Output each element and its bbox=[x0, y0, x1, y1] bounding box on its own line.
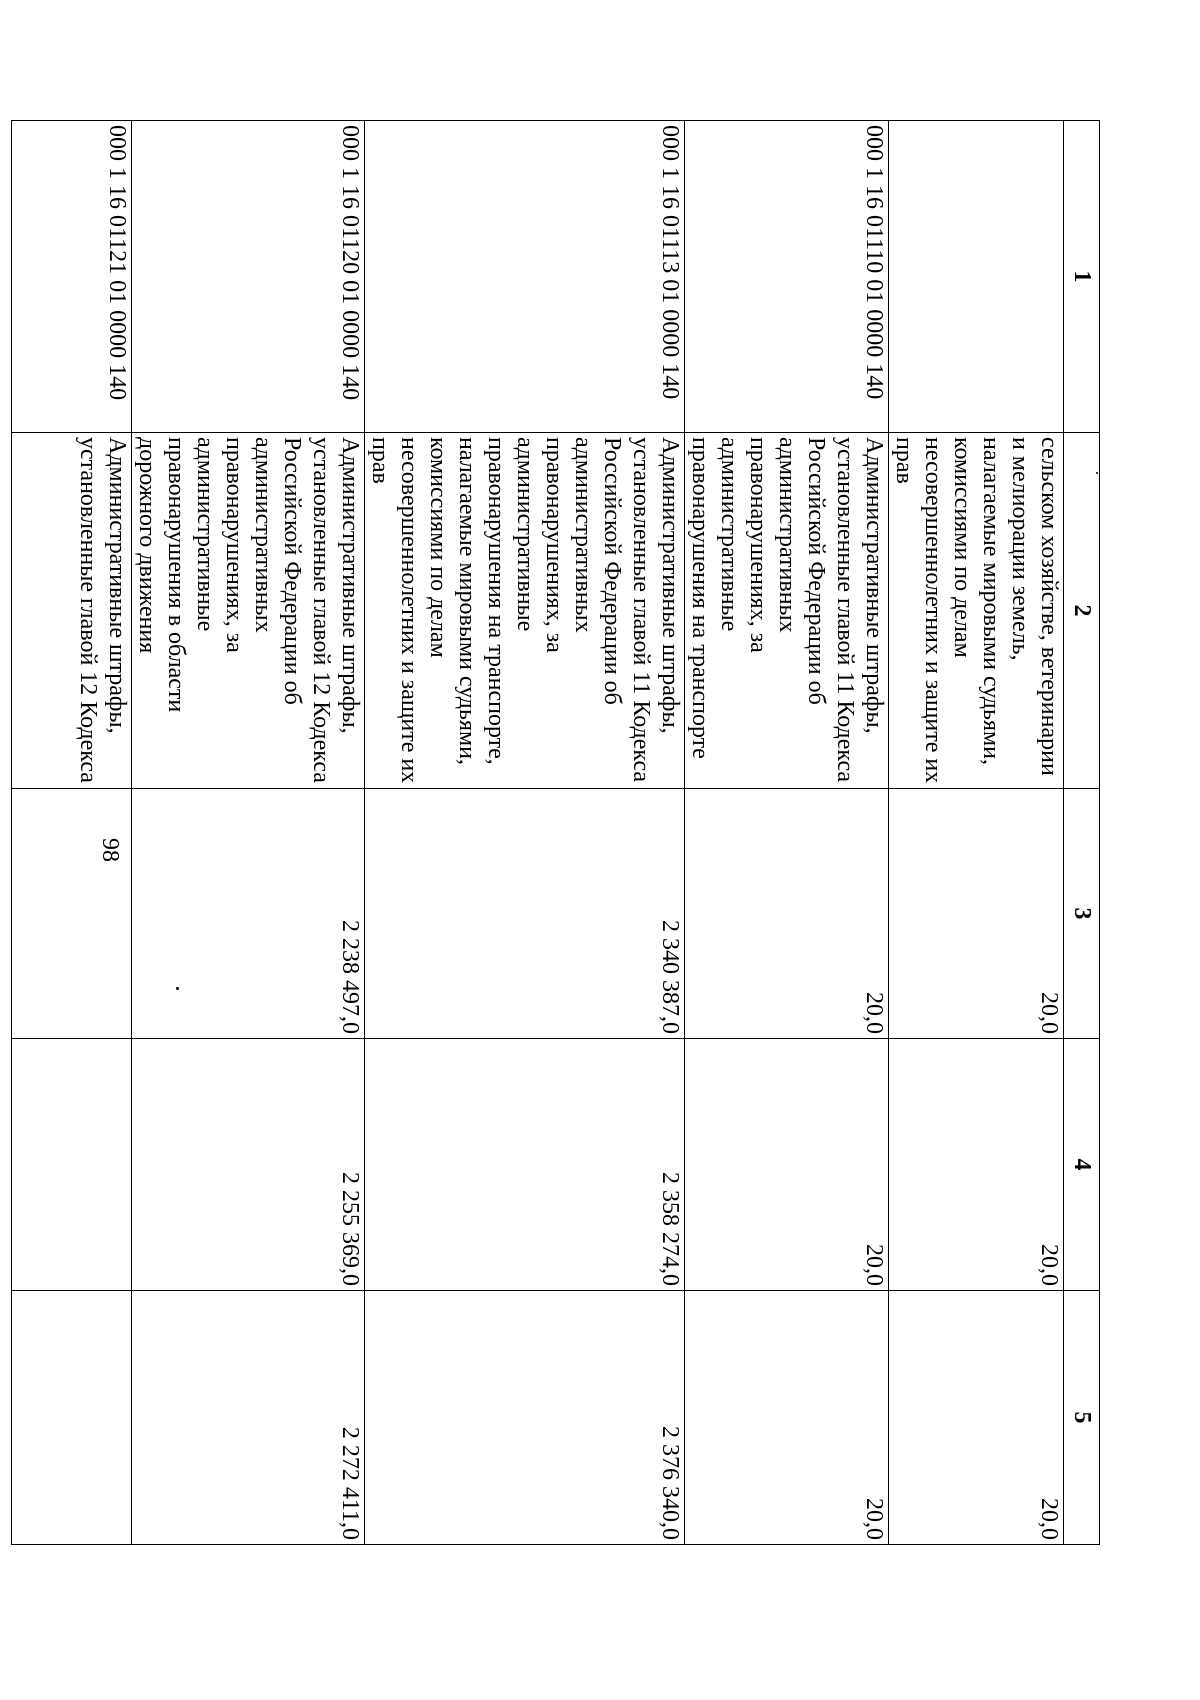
table-row bbox=[365, 121, 685, 1545]
row-value-col5: 20,0 bbox=[889, 1291, 1064, 1545]
table-header-row bbox=[1064, 121, 1100, 1545]
row-code: 000 1 16 01113 01 0000 140 bbox=[365, 121, 685, 433]
row-value-col3: 20,0 bbox=[685, 789, 889, 1039]
row-description: сельском хозяйстве, ветеринарии и мелиорации земель, налагаемые мировыми судьями, комиссиями по делам несовершеннолетних и защите их прав bbox=[889, 433, 1064, 789]
row-value-col3 bbox=[12, 789, 132, 1039]
row-code: 000 1 16 01121 01 0000 140 bbox=[12, 121, 132, 433]
row-value-col5: 20,0 bbox=[685, 1291, 889, 1545]
row-description: Административные штрафы, установленные главой 11 Кодекса Российской Федерации об административных правонарушениях, за административные правонарушения на транспорте, налагаемые мировыми судьями, комиссиями по делам несовершеннолетних и защите их прав bbox=[365, 433, 685, 789]
row-value-col4: 2 255 369,0 bbox=[132, 1039, 365, 1291]
column-header-1: 1 bbox=[1064, 121, 1100, 433]
row-value-col5 bbox=[12, 1291, 132, 1545]
row-code: 000 1 16 01120 01 0000 140 bbox=[132, 121, 365, 433]
table-row bbox=[12, 121, 132, 1545]
revenue-table bbox=[11, 120, 1100, 1545]
row-value-col4: 20,0 bbox=[889, 1039, 1064, 1291]
row-value-col5: 2 272 411,0 bbox=[132, 1291, 365, 1545]
row-value-col3: 2 340 387,0 bbox=[365, 789, 685, 1039]
row-description: Административные штрафы, установленные главой 11 Кодекса Российской Федерации об административных правонарушениях, за административные правонарушения на транспорте bbox=[685, 433, 889, 789]
table-row bbox=[132, 121, 365, 1545]
row-value-col4 bbox=[12, 1039, 132, 1291]
row-code bbox=[889, 121, 1064, 433]
table-row bbox=[685, 121, 889, 1545]
page-number: 98 bbox=[97, 838, 123, 862]
row-value-col3: 2 238 497,0 bbox=[132, 789, 365, 1039]
row-description: Административные штрафы, установленные главой 12 Кодекса Российской Федерации об административных правонарушениях, за административные правонарушения в области дорожного движения bbox=[132, 433, 365, 789]
row-value-col5: 2 376 340,0 bbox=[365, 1291, 685, 1545]
row-code: 000 1 16 01110 01 0000 140 bbox=[685, 121, 889, 433]
row-value-col4: 2 358 274,0 bbox=[365, 1039, 685, 1291]
row-value-col3: 20,0 bbox=[889, 789, 1064, 1039]
column-header-2: 2 bbox=[1064, 433, 1100, 789]
column-header-4: 4 bbox=[1064, 1039, 1100, 1291]
table-row bbox=[889, 121, 1064, 1545]
column-header-3: 3 bbox=[1064, 789, 1100, 1039]
row-description: Административные штрафы, установленные главой 12 Кодекса bbox=[12, 433, 132, 789]
row-value-col4: 20,0 bbox=[685, 1039, 889, 1291]
column-header-5: 5 bbox=[1064, 1291, 1100, 1545]
